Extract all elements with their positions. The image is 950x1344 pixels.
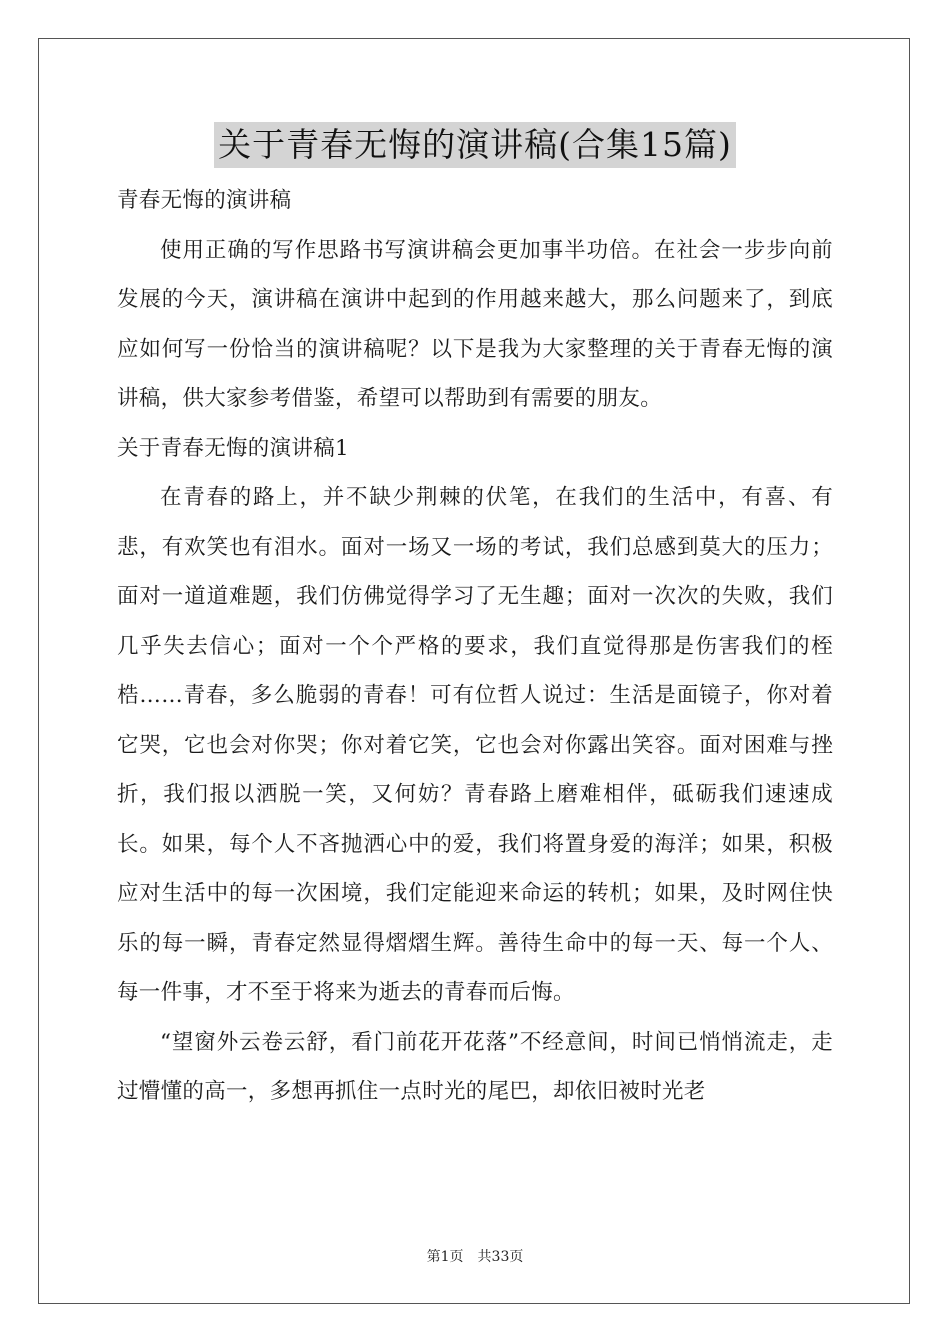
document-title: 关于青春无悔的演讲稿(合集15篇): [214, 122, 736, 168]
page-total: 共33页: [477, 1249, 524, 1265]
page-footer: [0, 1246, 950, 1266]
body-paragraph: 使用正确的写作思路书写演讲稿会更加事半功倍。在社会一步步向前发展的今天，演讲稿在演讲中起到的作用越来越大，那么问题来了，到底应如何写一份恰当的演讲稿呢？以下是我为大家整理的关于青春无悔的演讲稿，供大家参考借鉴，希望可以帮助到有需要的朋友。: [117, 237, 833, 411]
section-heading: 青春无悔的演讲稿: [117, 188, 292, 213]
body-paragraph: “望窗外云卷云舒，看门前花开花落”不经意间，时间已悄悄流走，走过懵懂的高一，多想再抓住一点时光的尾巴，却依旧被时光老: [117, 1029, 833, 1104]
section-heading: 关于青春无悔的演讲稿1: [117, 435, 349, 461]
body-paragraph: 在青春的路上，并不缺少荆棘的伏笔，在我们的生活中，有喜、有悲，有欢笑也有泪水。面对一场又一场的考试，我们总感到莫大的压力；面对一道道难题，我们仿佛觉得学习了无生趣；面对一次次的失败，我们几乎失去信心；面对一个个严格的要求，我们直觉得那是伤害我们的桎梏……青春，多么脆弱的青春！可有位哲人说过：生活是面镜子，你对着它哭，它也会对你哭；你对着它笑，它也会对你露出笑容。面对困难与挫折，我们报以洒脱一笑，又何妨？青春路上磨难相伴，砥砺我们速速成长。如果，每个人不吝抛洒心中的爱，我们将置身爱的海洋；如果，积极应对生活中的每一次困境，我们定能迎来命运的转机；如果，及时网住快乐的每一瞬，青春定然显得熠熠生辉。善待生命中的每一天、每一个人、每一件事，才不至于将来为逝去的青春而后悔。: [117, 485, 833, 1005]
document-body: [117, 176, 833, 1117]
title-container: [0, 122, 950, 168]
page-number: 第1页: [426, 1249, 464, 1265]
